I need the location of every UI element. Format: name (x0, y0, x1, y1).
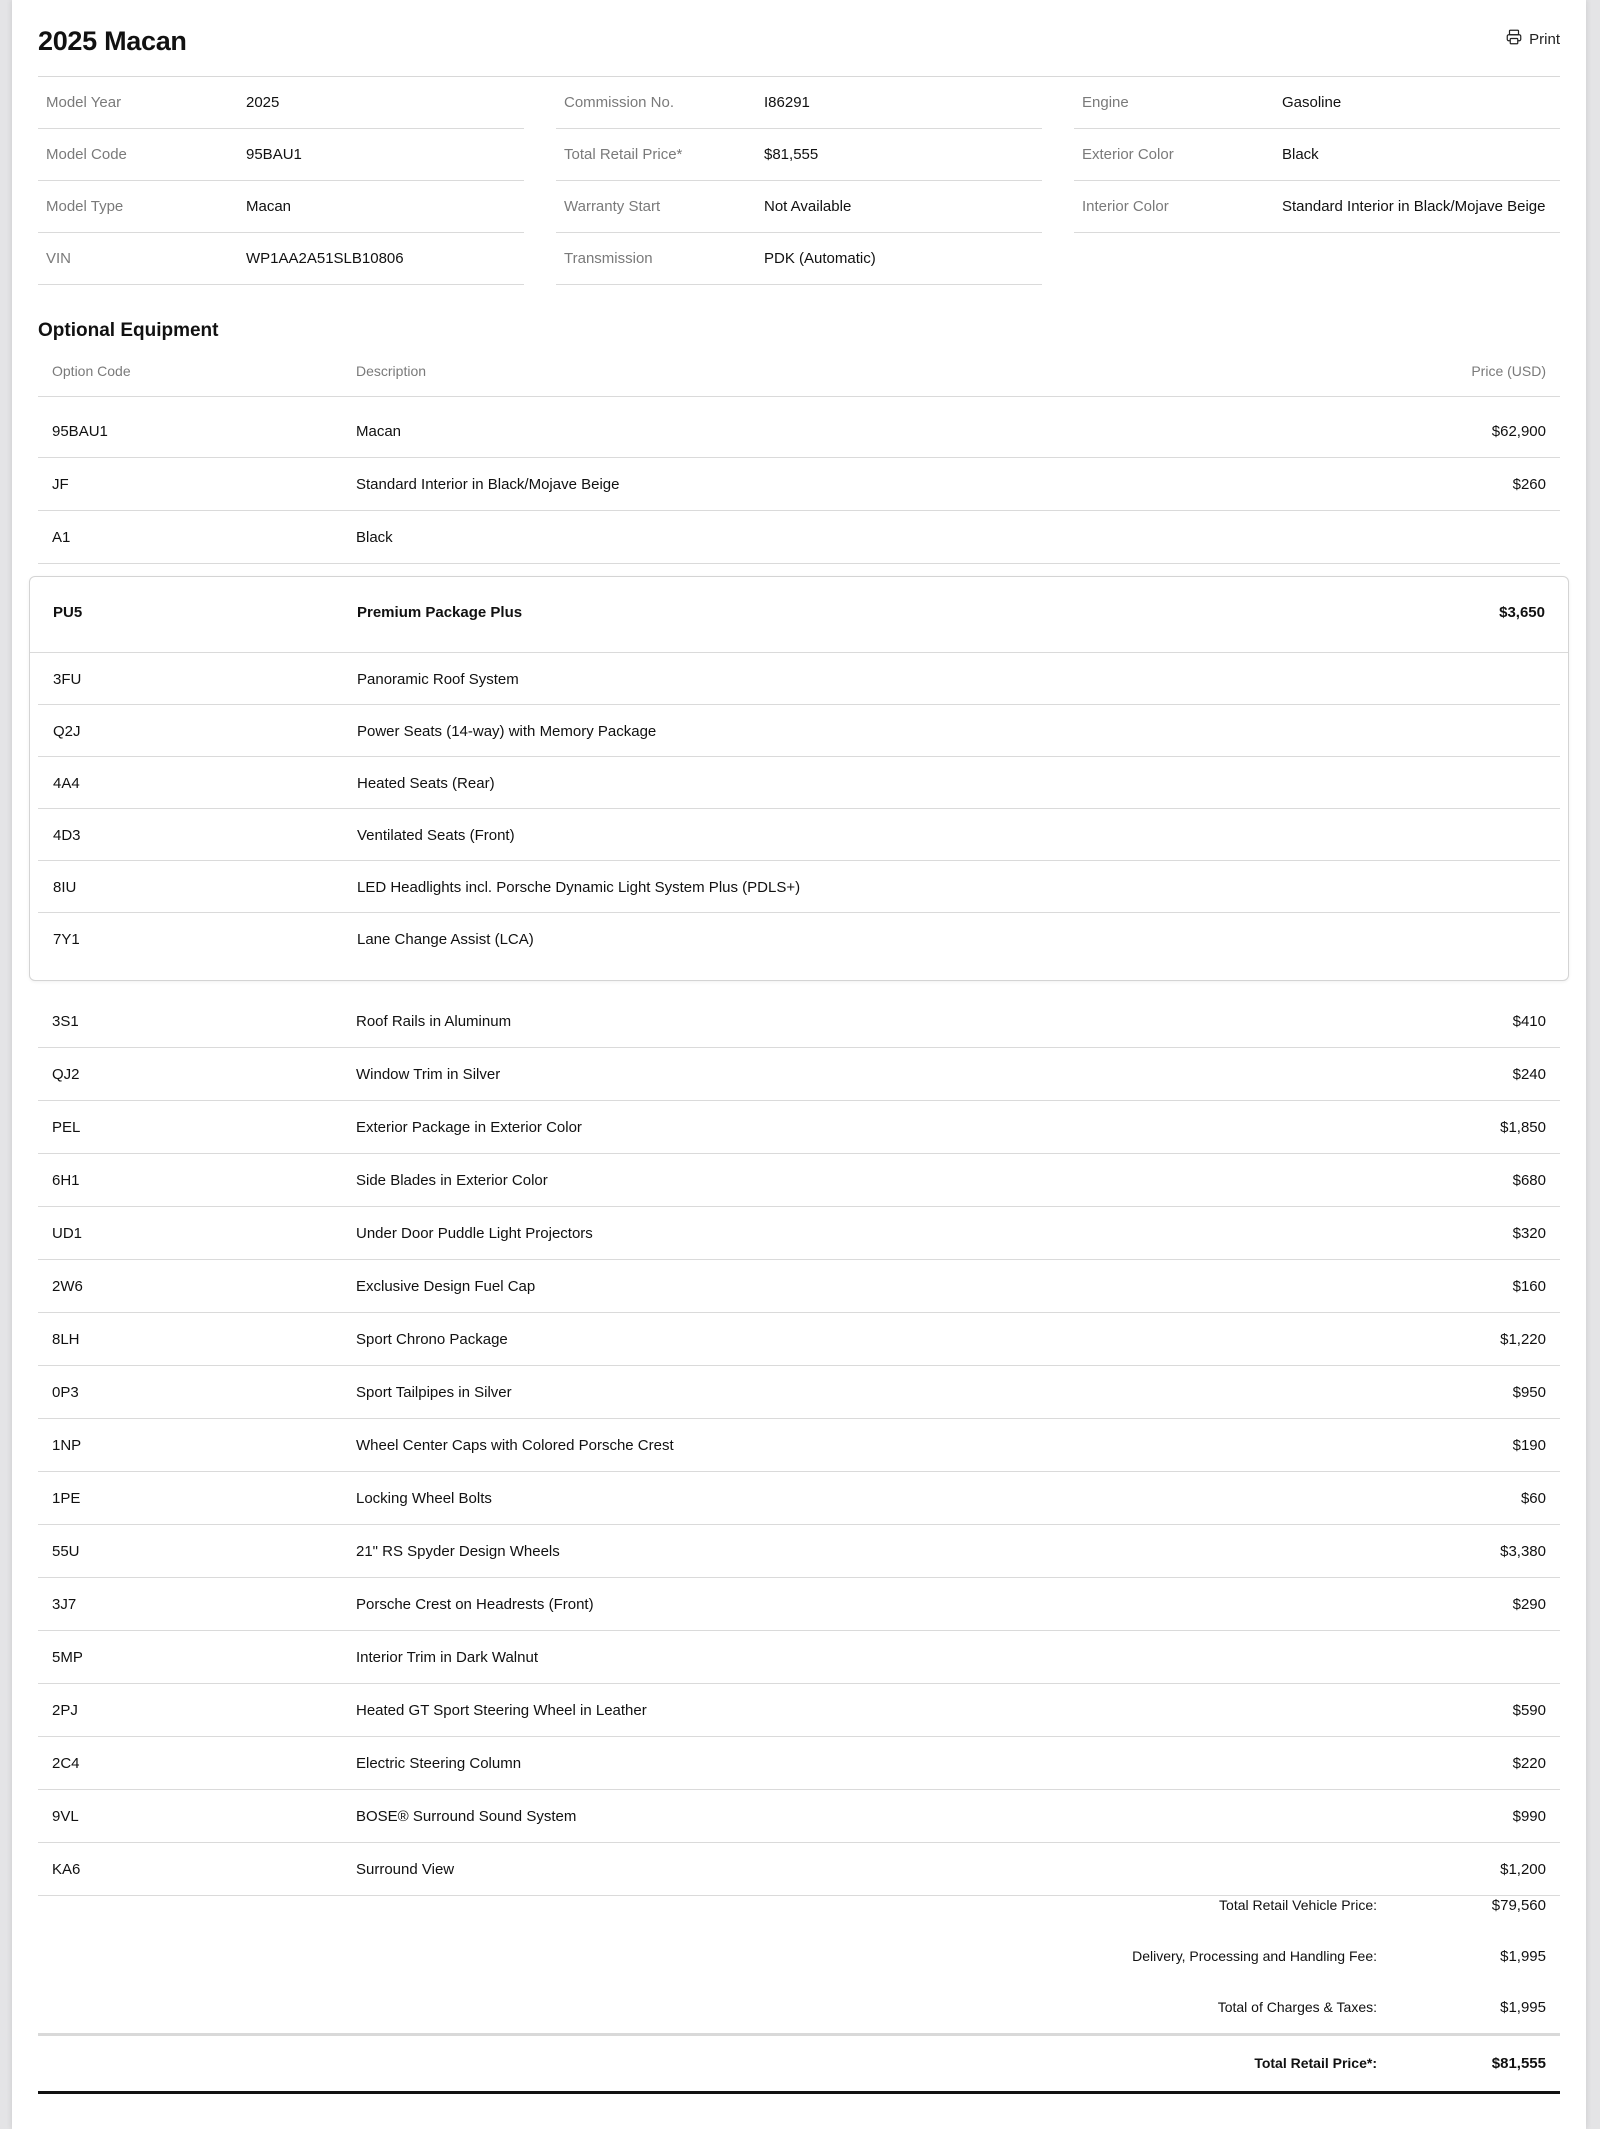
option-code: UD1 (52, 1225, 83, 1242)
table-row (38, 1684, 1560, 1737)
info-label: Commission No. (564, 94, 675, 111)
info-label: Total Retail Price* (564, 146, 683, 163)
info-row-interior-color (1074, 181, 1560, 233)
option-description: Exterior Package in Exterior Color (356, 1119, 582, 1136)
info-row-warranty (556, 181, 1042, 233)
option-price: $190 (1512, 1437, 1546, 1454)
package-header (30, 577, 1568, 653)
info-value: Black (1282, 146, 1319, 163)
info-value: I86291 (764, 94, 810, 111)
option-code: 55U (52, 1543, 80, 1560)
vehicle-info-grid (38, 76, 1560, 267)
total-label: Total of Charges & Taxes: (1217, 1999, 1377, 2015)
option-price: $1,220 (1500, 1331, 1546, 1348)
option-description: Standard Interior in Black/Mojave Beige (356, 476, 620, 493)
option-price: $1,850 (1500, 1119, 1546, 1136)
option-description: Roof Rails in Aluminum (356, 1013, 512, 1030)
package-item (38, 757, 1560, 809)
info-label: VIN (46, 250, 72, 267)
package-item (38, 861, 1560, 913)
option-code: 5MP (52, 1649, 83, 1666)
option-code: 8LH (52, 1331, 80, 1348)
option-code: 7Y1 (53, 931, 80, 948)
option-code: Q2J (53, 723, 81, 740)
info-row-vin (38, 233, 524, 285)
table-row (38, 1366, 1560, 1419)
option-code: JF (52, 476, 69, 493)
option-description: BOSE® Surround Sound System (356, 1808, 577, 1825)
option-price: $240 (1512, 1066, 1546, 1083)
option-rows-before-package (38, 405, 1560, 564)
total-value: $1,995 (1500, 1999, 1546, 2016)
printer-icon (1505, 28, 1523, 50)
option-code: 1PE (52, 1490, 81, 1507)
total-line-delivery-fee (38, 1931, 1560, 1982)
option-code: 8IU (53, 879, 77, 896)
option-price: $320 (1512, 1225, 1546, 1242)
info-column-2 (556, 77, 1042, 285)
info-label: Interior Color (1082, 198, 1169, 215)
option-description: Black (356, 529, 393, 546)
option-price: $62,900 (1491, 423, 1546, 440)
table-row (38, 1631, 1560, 1684)
package-item (38, 705, 1560, 757)
info-value: 95BAU1 (246, 146, 302, 163)
option-price: $990 (1512, 1808, 1546, 1825)
option-code: KA6 (52, 1861, 81, 1878)
option-price: $260 (1512, 476, 1546, 493)
info-label: Model Type (46, 198, 124, 215)
info-row-engine (1074, 77, 1560, 129)
table-row (38, 1419, 1560, 1472)
info-value: Gasoline (1282, 94, 1342, 111)
info-value: Standard Interior in Black/Mojave Beige (1282, 198, 1546, 215)
table-row (38, 1207, 1560, 1260)
option-code: 2W6 (52, 1278, 83, 1295)
grand-total-value: $81,555 (1491, 2055, 1546, 2072)
grand-total-label: Total Retail Price*: (1254, 2055, 1377, 2071)
package-code: PU5 (53, 604, 83, 621)
column-header-description: Description (356, 363, 427, 379)
total-value: $1,995 (1500, 1948, 1546, 1965)
page-title: 2025 Macan (38, 26, 187, 56)
package-price: $3,650 (1499, 604, 1545, 621)
option-description: Porsche Crest on Headrests (Front) (356, 1596, 594, 1613)
info-row-total-price (556, 129, 1042, 181)
info-row-transmission (556, 233, 1042, 285)
print-label: Print (1529, 30, 1560, 48)
option-description: Ventilated Seats (Front) (357, 827, 515, 844)
info-row-exterior-color (1074, 129, 1560, 181)
table-row (38, 1260, 1560, 1313)
option-description: Under Door Puddle Light Projectors (356, 1225, 593, 1242)
column-header-code: Option Code (52, 363, 131, 379)
table-row (38, 458, 1560, 511)
package-item (38, 913, 1560, 964)
info-row-model-year (38, 77, 524, 129)
print-button[interactable] (1505, 28, 1560, 50)
option-description: Heated Seats (Rear) (357, 775, 495, 792)
window-sticker-page (12, 0, 1586, 2129)
info-row-model-type (38, 181, 524, 233)
package-item (38, 809, 1560, 861)
info-value: $81,555 (764, 146, 819, 163)
table-row (38, 405, 1560, 458)
option-description: Surround View (356, 1861, 455, 1878)
option-description: Wheel Center Caps with Colored Porsche Crest (356, 1437, 674, 1454)
info-value: Macan (246, 198, 292, 215)
table-row (38, 1737, 1560, 1790)
option-description: Power Seats (14-way) with Memory Package (357, 723, 657, 740)
option-description: Sport Tailpipes in Silver (356, 1384, 512, 1401)
option-price: $410 (1512, 1013, 1546, 1030)
info-value: WP1AA2A51SLB10806 (246, 250, 404, 267)
option-price: $160 (1512, 1278, 1546, 1295)
total-value: $79,560 (1491, 1897, 1546, 1914)
option-code: 2PJ (52, 1702, 78, 1719)
total-line-charges-taxes (38, 1982, 1560, 2033)
table-row (38, 1790, 1560, 1843)
option-price: $3,380 (1500, 1543, 1546, 1560)
table-row (38, 1578, 1560, 1631)
totals-section (38, 1880, 1560, 2033)
optional-equipment-heading: Optional Equipment (38, 320, 219, 341)
info-label: Engine (1082, 94, 1129, 111)
option-code: 3S1 (52, 1013, 79, 1030)
package-card-premium-plus (29, 576, 1569, 981)
table-row (38, 1048, 1560, 1101)
info-label: Warranty Start (564, 198, 661, 215)
option-code: 3J7 (52, 1596, 77, 1613)
option-price: $60 (1520, 1490, 1546, 1507)
total-label: Delivery, Processing and Handling Fee: (1132, 1948, 1377, 1964)
option-price: $220 (1512, 1755, 1546, 1772)
option-code: 6H1 (52, 1172, 80, 1189)
option-description: Interior Trim in Dark Walnut (356, 1649, 538, 1666)
info-row-model-code (38, 129, 524, 181)
table-row (38, 1472, 1560, 1525)
info-label: Exterior Color (1082, 146, 1174, 163)
option-description: Side Blades in Exterior Color (356, 1172, 548, 1189)
option-description: Window Trim in Silver (356, 1066, 501, 1083)
option-description: Lane Change Assist (LCA) (357, 931, 534, 948)
option-description: Macan (356, 423, 402, 440)
table-header (38, 346, 1560, 397)
info-label: Transmission (564, 250, 653, 267)
option-code: 95BAU1 (52, 423, 108, 440)
info-value: Not Available (764, 198, 852, 215)
option-code: 3FU (53, 671, 82, 688)
option-description: Electric Steering Column (356, 1755, 522, 1772)
info-row-commission (556, 77, 1042, 129)
info-value: 2025 (246, 94, 280, 111)
option-price: $290 (1512, 1596, 1546, 1613)
option-description: Exclusive Design Fuel Cap (356, 1278, 536, 1295)
option-rows-after-package (38, 995, 1560, 1896)
option-code: A1 (52, 529, 71, 546)
grand-total-underline (38, 2091, 1560, 2094)
info-label: Model Code (46, 146, 127, 163)
option-code: 2C4 (52, 1755, 80, 1772)
option-description: Heated GT Sport Steering Wheel in Leather (356, 1702, 647, 1719)
total-line-vehicle-price (38, 1880, 1560, 1931)
info-column-1 (38, 77, 524, 285)
option-price: $590 (1512, 1702, 1546, 1719)
package-description: Premium Package Plus (357, 604, 523, 621)
table-row (38, 511, 1560, 564)
option-code: 4A4 (53, 775, 80, 792)
grand-total-row (38, 2036, 1560, 2092)
option-description: Locking Wheel Bolts (356, 1490, 492, 1507)
info-label: Model Year (46, 94, 122, 111)
total-label: Total Retail Vehicle Price: (1219, 1897, 1377, 1913)
info-value: PDK (Automatic) (764, 250, 876, 267)
option-price: $1,200 (1500, 1861, 1546, 1878)
table-row (38, 1101, 1560, 1154)
option-description: Panoramic Roof System (357, 671, 519, 688)
option-price: $680 (1512, 1172, 1546, 1189)
option-description: Sport Chrono Package (356, 1331, 508, 1348)
table-row (38, 995, 1560, 1048)
table-row (38, 1525, 1560, 1578)
info-column-3 (1074, 77, 1560, 233)
table-row (38, 1154, 1560, 1207)
option-code: QJ2 (52, 1066, 80, 1083)
option-description: 21" RS Spyder Design Wheels (356, 1543, 560, 1560)
option-price: $950 (1512, 1384, 1546, 1401)
option-code: 9VL (52, 1808, 79, 1825)
option-code: 4D3 (53, 827, 81, 844)
option-code: PEL (52, 1119, 81, 1136)
package-item (38, 653, 1560, 705)
column-header-price: Price (USD) (1471, 363, 1546, 379)
option-description: LED Headlights incl. Porsche Dynamic Light System Plus (PDLS+) (357, 879, 801, 896)
table-row (38, 1313, 1560, 1366)
option-code: 0P3 (52, 1384, 79, 1401)
option-code: 1NP (52, 1437, 82, 1454)
